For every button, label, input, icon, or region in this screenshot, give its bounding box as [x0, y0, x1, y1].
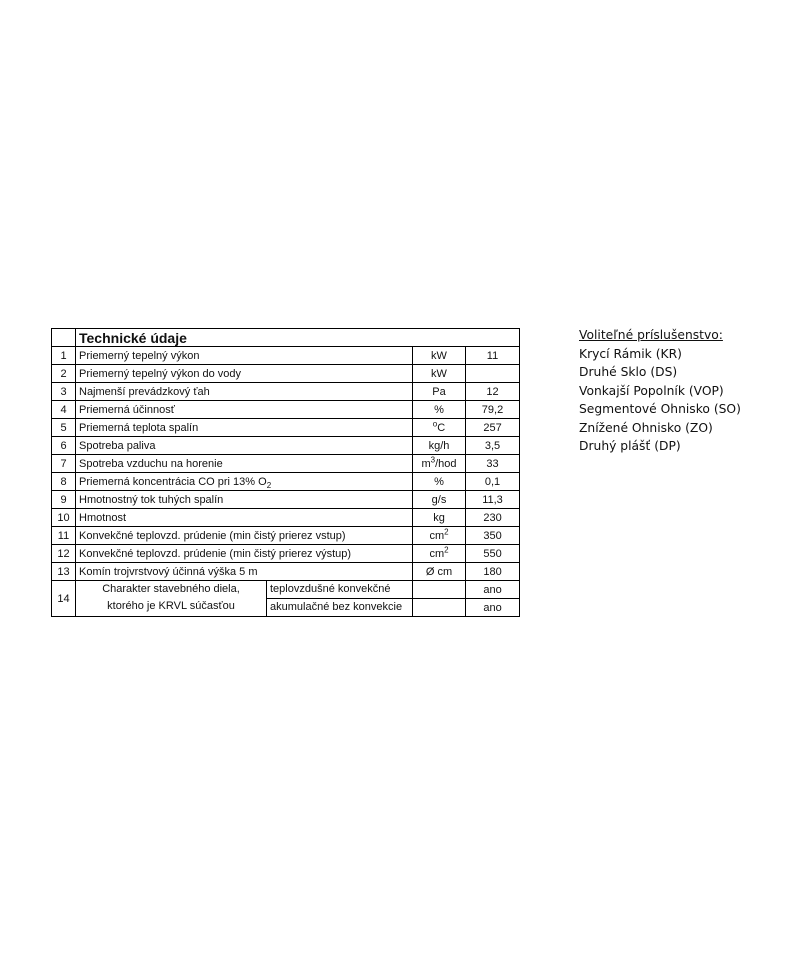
row-value: 11,3: [466, 491, 520, 509]
row-label: [76, 437, 413, 455]
row-unit: [413, 491, 466, 509]
row-number: 5: [52, 419, 76, 437]
row-number: 10: [52, 509, 76, 527]
row-unit-text: %: [434, 403, 444, 416]
row-label: [76, 563, 413, 581]
row-number: 7: [52, 455, 76, 473]
row-value: [466, 365, 520, 383]
row14-sub1-unit: [413, 581, 466, 599]
table-title-row: [52, 329, 520, 347]
table-body: [52, 347, 520, 581]
table-title: Technické údaje: [76, 329, 520, 347]
table-row-14a: [52, 581, 520, 599]
table-row: [52, 563, 520, 581]
row-number: 12: [52, 545, 76, 563]
row-label: [76, 347, 413, 365]
row-label-text: Hmotnost: [79, 511, 127, 524]
row-number: 13: [52, 563, 76, 581]
row14-sub2-label: akumulačné bez konvekcie: [270, 601, 403, 613]
row-unit: [413, 563, 466, 581]
row-unit: [413, 545, 466, 563]
row-unit: [413, 383, 466, 401]
table-row: [52, 509, 520, 527]
table-row: [52, 473, 520, 491]
row14-label-cell: [76, 581, 413, 617]
row-unit: [413, 455, 466, 473]
row-number: 1: [52, 347, 76, 365]
row-unit-text: kg/h: [428, 439, 450, 452]
row-label-text: Spotreba vzduchu na horenie: [79, 457, 223, 470]
row-value: 3,5: [466, 437, 520, 455]
row-number: 2: [52, 365, 76, 383]
row-value: 79,2: [466, 401, 520, 419]
accessories-title: Voliteľné príslušenstvo:: [579, 328, 723, 342]
row-label-text: Komín trojvrstvový účinná výška 5 m: [79, 565, 258, 578]
row-number: 9: [52, 491, 76, 509]
row-value: 257: [466, 419, 520, 437]
table-row: [52, 455, 520, 473]
table-row: [52, 419, 520, 437]
row-number: 11: [52, 527, 76, 545]
row-value: 11: [466, 347, 520, 365]
row-value: 350: [466, 527, 520, 545]
row-number: 3: [52, 383, 76, 401]
row-unit: [413, 473, 466, 491]
row-unit: [413, 527, 466, 545]
row-value: 550: [466, 545, 520, 563]
row-unit: [413, 437, 466, 455]
row-label: [76, 383, 413, 401]
row-unit-prefix: m: [421, 457, 431, 470]
row-label: [76, 455, 413, 473]
row-unit: [413, 347, 466, 365]
row14-sub1-value: ano: [466, 581, 520, 599]
row-label-text: Priemerná teplota spalín: [79, 421, 199, 434]
row-label: [76, 509, 413, 527]
row-label-text: Priemerný tepelný výkon do vody: [79, 367, 242, 380]
row14-sub-labels: [267, 581, 412, 616]
title-number-cell: [52, 329, 76, 347]
row-value: 180: [466, 563, 520, 581]
row-unit-superscript: 3: [430, 454, 436, 464]
table-row: [52, 527, 520, 545]
row-value: 0,1: [466, 473, 520, 491]
row-label-subscript: 2: [266, 480, 272, 490]
row-label-text: Konvekčné teplovzd. prúdenie (min čistý prierez vstup): [79, 529, 346, 542]
row-label: [76, 545, 413, 563]
row-unit-text: Ø cm: [425, 565, 453, 578]
table-row: [52, 491, 520, 509]
row-number: 4: [52, 401, 76, 419]
row-label: [76, 473, 413, 491]
row-unit-text: g/s: [431, 493, 447, 506]
row-unit-superscript: 2: [444, 544, 449, 554]
accessory-item: Znížené Ohnisko (ZO): [579, 420, 713, 435]
row-unit: [413, 365, 466, 383]
row14-sub2-unit: [413, 599, 466, 617]
technical-data-table: [51, 328, 520, 617]
row-value: 12: [466, 383, 520, 401]
row-label: [76, 365, 413, 383]
row-value: 230: [466, 509, 520, 527]
row-label: [76, 527, 413, 545]
accessory-item: Druhý plášť (DP): [579, 439, 681, 453]
row-label-text: Priemerná účinnosť: [79, 403, 175, 416]
row-label: [76, 491, 413, 509]
table-row: [52, 437, 520, 455]
row-unit: [413, 401, 466, 419]
row-label-text: Konvekčné teplovzd. prúdenie (min čistý prierez výstup): [79, 547, 352, 560]
row-label: [76, 419, 413, 437]
accessory-item: Druhé Sklo (DS): [579, 365, 678, 379]
row14-label: [76, 581, 267, 616]
row-label-text: Priemerná koncentrácia CO pri 13% O: [79, 475, 267, 488]
row-label-text: Najmenší prevádzkový ťah: [79, 385, 210, 398]
accessory-item: Segmentové Ohnisko (SO): [579, 402, 741, 416]
row-unit-text: kg: [433, 511, 445, 524]
row-unit-text: kW: [431, 367, 447, 380]
row-label-text: Spotreba paliva: [79, 439, 156, 452]
row14-label-line2: ktorého je KRVL súčasťou: [107, 600, 235, 612]
table-row: [52, 383, 520, 401]
row14-label-line1: Charakter stavebného diela,: [102, 583, 240, 595]
table-row: [52, 347, 520, 365]
row-unit-text: Pa: [432, 385, 446, 398]
row14-sub2-value: ano: [466, 599, 520, 617]
accessory-item: Krycí Rámik (KR): [579, 346, 682, 361]
row-unit-text: /hod: [435, 457, 457, 470]
row-number: 6: [52, 437, 76, 455]
row-unit-text: %: [434, 475, 444, 488]
row-label: [76, 401, 413, 419]
row-unit-text: cm: [429, 529, 445, 542]
accessories-list: [579, 326, 800, 456]
row-unit: [413, 509, 466, 527]
row-number: 8: [52, 473, 76, 491]
table-row: [52, 365, 520, 383]
row-label-text: Hmotnostný tok tuhých spalín: [79, 493, 224, 506]
row-unit-text: cm: [429, 547, 445, 560]
table-row: [52, 545, 520, 563]
row14-sub1-label: teplovzdušné konvekčné: [267, 581, 412, 599]
row-unit-superscript: 2: [444, 526, 449, 536]
row-unit-superscript: o: [432, 418, 438, 428]
table-row: [52, 401, 520, 419]
accessory-item: Vonkajší Popolník (VOP): [579, 383, 724, 398]
row-number: 14: [52, 581, 76, 617]
row-unit-text: kW: [431, 349, 447, 362]
row-label-text: Priemerný tepelný výkon: [79, 349, 200, 362]
row-unit: [413, 419, 466, 437]
row-unit-text: C: [437, 421, 446, 434]
row-value: 33: [466, 455, 520, 473]
